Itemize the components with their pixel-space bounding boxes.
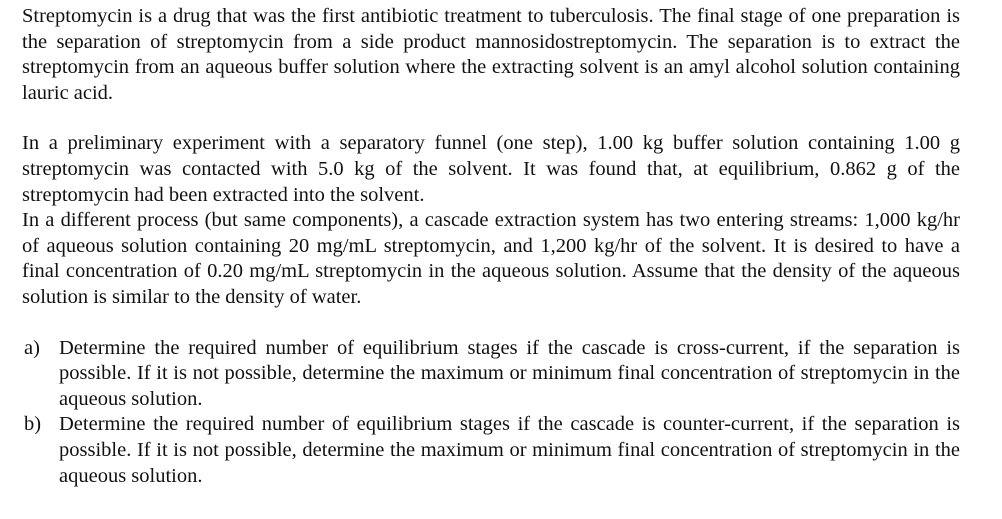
question-text-a: Determine the required number of equilibrium stages if the cascade is cross-current, if the separation is possible. If it is not possible, determine the maximum or minimum final concentration of streptomycin in the aqueous solution. [59, 336, 960, 410]
question-text-b: Determine the required number of equilibrium stages if the cascade is counter-current, if the separation is possible. If it is not possible, determine the maximum or minimum final concentration of streptomycin in the aqueous solution. [59, 413, 960, 487]
paragraph-gap [22, 106, 960, 131]
question-item-a [22, 336, 960, 413]
intro-paragraph: Streptomycin is a drug that was the first antibiotic treatment to tuberculosis. The final stage of one preparation is the separation of streptomycin from a side product mannosidostreptomycin. The separation is to extract the streptomycin from an aqueous buffer solution where the extracting solvent is an amyl alcohol solution containing lauric acid. [22, 5, 960, 104]
process-paragraph: In a different process (but same components), a cascade extraction system has two entering streams: 1,000 kg/hr of aqueous solution containing 20 mg/mL streptomycin, and 1,200 kg/hr of the solvent. It is desired to have a final concentration of 0.20 mg/mL streptomycin in the aqueous solution. Assume that the density of the aqueous solution is similar to the density of water. [22, 209, 960, 308]
problem-document [22, 4, 960, 489]
question-marker-b: b) [24, 413, 42, 436]
experiment-paragraph: In a preliminary experiment with a separatory funnel (one step), 1.00 kg buffer solution containing 1.00 g streptomycin was contacted with 5.0 kg of the solvent. It was found that, at equilibrium, 0.862 g of the streptomycin had been extracted into the solvent. [22, 132, 960, 206]
paragraph-gap [22, 311, 960, 336]
question-list [22, 336, 960, 490]
question-marker-a: a) [24, 336, 40, 359]
question-item-b [22, 412, 960, 489]
